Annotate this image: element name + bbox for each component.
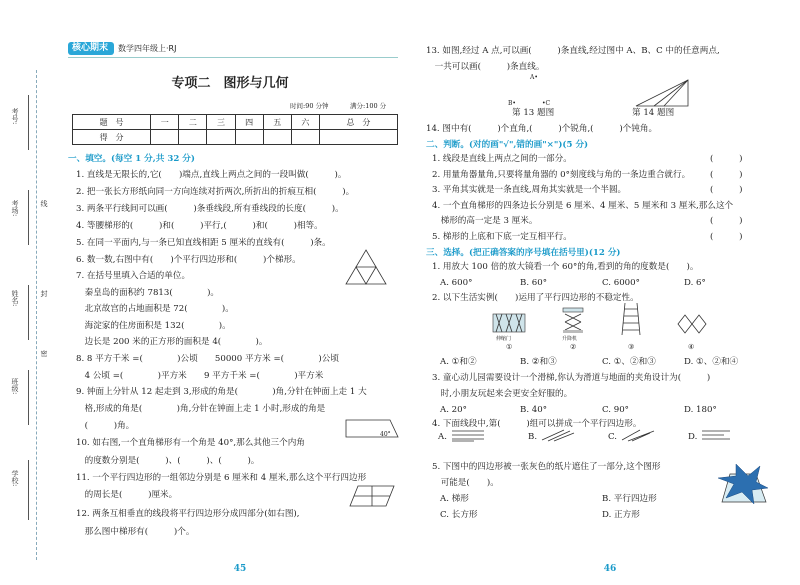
exam-room-label: 考场:: [11, 200, 19, 217]
question-line: 4 公顷 =( )平方米 9 平方千米 =( )平方米: [76, 371, 324, 381]
answer-paren[interactable]: ( ): [710, 154, 743, 164]
table-cell: 六: [291, 115, 319, 130]
question-line: 的度数分别是( )、( )、( )。: [76, 456, 260, 466]
question-line: 10. 如右图,一个直角梯形有一个角是 40°,那么其他三个内角: [76, 438, 305, 448]
question-line: 9. 钟面上分针从 12 起走到 3,形成的角是( )角,分针在钟面上走 1 大: [76, 387, 367, 397]
cut-line: [36, 70, 37, 560]
section-1-heading: 一、填空。(每空 1 分,共 32 分): [68, 154, 195, 164]
option[interactable]: C.: [608, 432, 618, 442]
answer-paren[interactable]: ( ): [710, 185, 743, 195]
question-line: 3. 两条平行线间可以画( )条垂线段,所有垂线段的长度( )。: [76, 204, 344, 214]
option[interactable]: D.: [688, 432, 698, 442]
trapezoid-angle-label: 40°: [380, 431, 391, 438]
lift-machine-picture: [560, 306, 586, 334]
page-number: 45: [233, 564, 247, 574]
choice-question: 4. 下面线段中,第( )组可以拼成一个平行四边形。: [432, 419, 642, 429]
question-line: 秦皇岛的面积约 7813( )。: [76, 288, 220, 298]
question-line: 11. 一个平行四边形的一组邻边分别是 6 厘米和 4 厘米,那么这个平行四边形: [76, 473, 367, 483]
brand-name: 核心期末: [72, 43, 109, 53]
question-line: 的周长是( )厘米。: [76, 490, 178, 500]
caption-gate: 伸缩门: [496, 336, 512, 342]
book-subtitle: 数学四年级上·RJ: [118, 44, 177, 53]
judgement-item: 梯形的高一定是 3 厘米。: [432, 216, 538, 226]
table-cell: 二: [179, 115, 207, 130]
header-rule: [68, 57, 398, 58]
option[interactable]: A. ①和②: [440, 357, 477, 367]
exam-room-blank: [28, 190, 29, 245]
name-blank: [28, 285, 29, 340]
right-trapezoid-figure: [342, 417, 402, 441]
option[interactable]: D. 6°: [684, 278, 706, 288]
option[interactable]: C. 90°: [602, 405, 629, 415]
option[interactable]: C. ①、②和③: [602, 357, 656, 367]
judgement-item: 3. 平角其实就是一条直线,周角其实就是一个半圆。: [432, 185, 627, 195]
score-table-header-row: [73, 115, 398, 130]
covered-quadrilateral-figure: [716, 462, 770, 506]
section-2-heading: 二、判断。(对的画"√",错的画"×")(5 分): [426, 140, 589, 150]
choice-question: 3. 童心动儿园需要设计一个滑梯,你认为滑道与地面的夹角设计为( ): [432, 373, 711, 383]
page-number: 46: [603, 564, 617, 574]
fig13-caption: 第 13 题图: [512, 108, 555, 118]
label-4: ④: [688, 343, 695, 351]
option[interactable]: B. 平行四边形: [602, 494, 657, 504]
question-line: 13. 如图,经过 A 点,可以画( )条直线,经过图中 A、B、C 中的任意两点,: [426, 46, 720, 56]
question-line: 12. 两条互相垂直的线段将平行四边形分成四部分(如右图),: [76, 509, 300, 519]
page-header: [68, 42, 398, 56]
table-cell: 三: [207, 115, 235, 130]
time-limit: 时间:90 分钟: [290, 102, 329, 110]
segments-a: [450, 428, 486, 442]
question-line: 边长是 200 米的正方形的面积是 4( )。: [76, 337, 268, 347]
label-1: ①: [506, 343, 513, 351]
table-cell: 一: [151, 115, 179, 130]
judgement-item: 5. 梯形的上底和下底一定互相平行。: [432, 232, 572, 242]
judgement-item: 1. 线段是直线上两点之间的一部分。: [432, 154, 572, 164]
option[interactable]: A.: [438, 432, 447, 442]
option[interactable]: D. ①、②和④: [684, 357, 739, 367]
answer-paren[interactable]: ( ): [710, 216, 743, 226]
seal-char-secret: 密: [40, 350, 48, 357]
question-line: 7. 在括号里填入合适的单位。: [76, 271, 191, 281]
choice-question: 2. 以下生活实例( )运用了平行四边形的不稳定性。: [432, 293, 639, 303]
section-title: 专项二 图形与几何: [171, 76, 289, 91]
left-footer: [180, 556, 300, 575]
point-a: A•: [530, 74, 538, 81]
question-line: 14. 图中有( )个直角,( )个锐角,( )个钝角。: [426, 124, 658, 134]
school-label: 学校:: [11, 470, 19, 487]
table-cell: 题 号: [73, 115, 151, 130]
point-b: B•: [508, 100, 516, 107]
score-table: [72, 114, 398, 145]
fig14-triangles: [634, 78, 690, 108]
seal-char-line: 线: [40, 200, 48, 207]
option[interactable]: B. 40°: [520, 405, 548, 415]
score-cell[interactable]: [291, 130, 319, 145]
option[interactable]: D. 正方形: [602, 510, 640, 520]
answer-paren[interactable]: ( ): [710, 232, 743, 242]
name-label: 姓名:: [11, 290, 19, 307]
choice-question: 5. 下图中的四边形被一张灰色的纸片遮住了一部分,这个图形: [432, 462, 661, 472]
question-line: 1. 直线是无限长的,它( )端点,直线上两点之间的一段叫做( )。: [76, 170, 347, 180]
option[interactable]: B.: [528, 432, 538, 442]
option[interactable]: C. 6000°: [602, 278, 640, 288]
exam-number-label: 考号:: [11, 108, 19, 125]
label-2: ②: [570, 343, 577, 351]
caption-lift: 升降机: [562, 336, 578, 342]
table-cell: 四: [235, 115, 263, 130]
option[interactable]: D. 180°: [684, 405, 717, 415]
right-footer: [550, 556, 670, 575]
choice-question: 时,小朋友玩起来会更安全好服的。: [432, 389, 573, 399]
table-cell: 得 分: [73, 130, 151, 145]
option[interactable]: A. 600°: [440, 278, 473, 288]
option[interactable]: C. 长方形: [440, 510, 478, 520]
score-cell[interactable]: [151, 130, 179, 145]
fig14-caption: 第 14 题图: [632, 108, 675, 118]
question-line: 4. 等腰梯形的( )和( )平行,( )和( )相等。: [76, 221, 323, 231]
telescopic-gate-picture: [492, 312, 526, 334]
score-cell[interactable]: [319, 130, 397, 145]
score-cell[interactable]: [207, 130, 235, 145]
full-score: 满分:100 分: [350, 102, 387, 110]
question-line: 那么图中梯形有( )个。: [76, 527, 195, 537]
triangle-grid-figure: [344, 248, 388, 286]
segments-c: [620, 428, 656, 442]
exam-number-blank: [28, 95, 29, 150]
label-3: ③: [628, 343, 635, 351]
option[interactable]: B. 60°: [520, 278, 548, 288]
big-triangle: [636, 80, 688, 106]
diamond-lattice-picture: [676, 314, 710, 334]
score-table-score-row: [73, 130, 398, 145]
question-line: 8. 8 平方千米 =( )公顷 50000 平方米 =( )公顷: [76, 354, 339, 364]
judgement-item: 4. 一个直角梯形的四条边长分别是 6 厘米、4 厘米、5 厘米和 3 厘米,那么这个: [432, 201, 734, 211]
question-line: 2. 把一张长方形纸向同一方向连续对折两次,所折出的折痕互相( )。: [76, 187, 355, 197]
parallelogram-figure: [348, 484, 396, 508]
section-3-heading: 三、选择。(把正确答案的序号填在括号里)(12 分): [426, 248, 621, 258]
question-line: 海淀家的住房面积是 132( )。: [76, 321, 231, 331]
answer-paren[interactable]: ( ): [710, 170, 743, 180]
score-cell[interactable]: [263, 130, 291, 145]
option[interactable]: B. ②和③: [520, 357, 557, 367]
segments-d: [700, 428, 736, 442]
option[interactable]: A. 20°: [440, 405, 467, 415]
point-c: •C: [542, 100, 551, 107]
question-line: 6. 数一数,右图中有( )个平行四边形和( )个梯形。: [76, 255, 301, 265]
question-line: 一共可以画( )条直线。: [426, 62, 545, 72]
inner-segment: [664, 80, 688, 106]
table-cell: 五: [263, 115, 291, 130]
seal-char-seal: 封: [40, 290, 48, 297]
question-line: 5. 在同一平面内,与一条已知直线相距 5 厘米的直线有( )条。: [76, 238, 331, 248]
class-label: 班级:: [11, 378, 19, 395]
class-blank: [28, 370, 29, 425]
question-line: 格,形成的角是( )角,分针在钟面上走 1 小时,形成的角是: [76, 404, 326, 414]
table-cell: 总 分: [319, 115, 397, 130]
inner-segment: [654, 80, 688, 106]
school-blank: [28, 460, 29, 520]
binding-margin: [0, 0, 58, 585]
option[interactable]: A. 梯形: [440, 494, 469, 504]
segments-b: [540, 428, 576, 442]
choice-question: 可能是( )。: [432, 478, 499, 488]
left-page: [60, 0, 400, 585]
question-line: ( )角。: [76, 421, 135, 431]
choice-question: 1. 用放大 100 倍的放大镜看一个 60°的角,看到的角的度数是( )。: [432, 262, 699, 272]
ladder-picture: [620, 302, 642, 336]
judgement-item: 2. 用量角器量角,只要将量角器的 0°刻度线与角的一条边重合就行。: [432, 170, 691, 180]
score-cell[interactable]: [235, 130, 263, 145]
inner-triangle: [356, 267, 376, 284]
question-line: 北京故宫的占地面积是 72( )。: [76, 304, 234, 314]
score-cell[interactable]: [179, 130, 207, 145]
right-page: [420, 0, 790, 585]
